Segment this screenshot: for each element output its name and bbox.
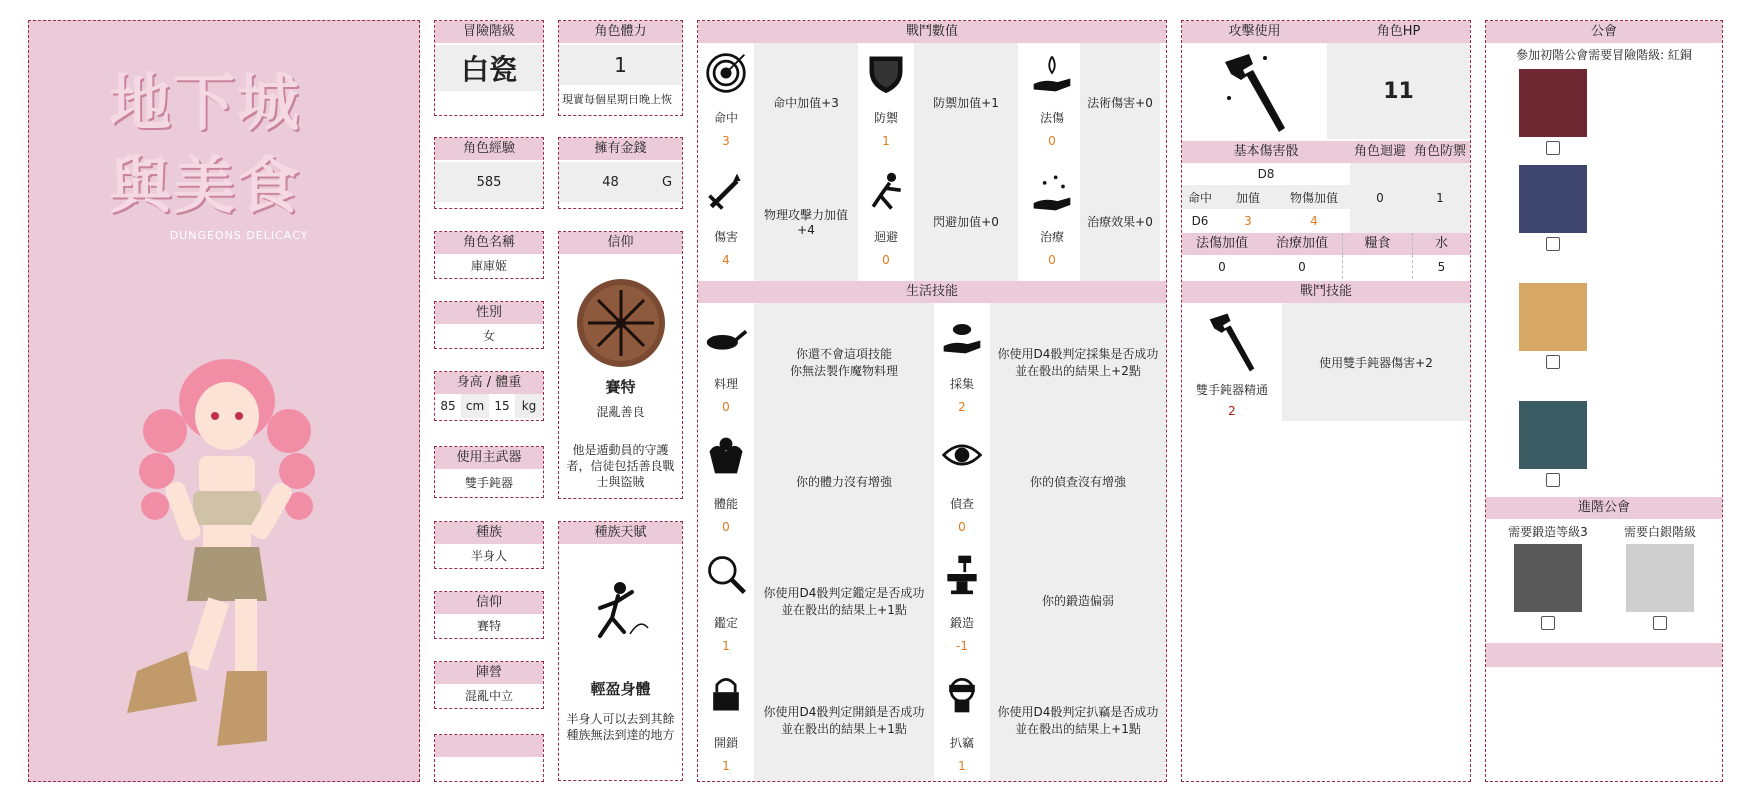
evade-value: 0 xyxy=(1350,163,1410,233)
deity-description: 他是遁動員的守護者，信徒包括善良戰士與盜賊 xyxy=(566,443,675,489)
life-skill-name: 體能 xyxy=(713,496,738,511)
body-label: 身高 / 體重 xyxy=(435,372,543,394)
dodge-icon xyxy=(864,170,908,214)
combat-stat-desc: 命中加值+3 xyxy=(754,43,858,162)
combat-stat-desc: 法術傷害+0 xyxy=(1080,43,1160,162)
sword-icon xyxy=(704,170,748,214)
guild-checkbox-1[interactable] xyxy=(1546,141,1560,155)
life-skill-desc1: 你的體力沒有增強 xyxy=(795,474,892,489)
combat-stat-desc: 治療效果+0 xyxy=(1080,162,1160,281)
guild-emblem-4 xyxy=(1519,401,1587,469)
combat-stat-name: 治療 xyxy=(1039,230,1064,244)
life-skill-value: 0 xyxy=(958,519,966,534)
exp-box xyxy=(434,137,544,209)
empty-header xyxy=(435,735,543,757)
combat-stat-name: 防禦 xyxy=(873,111,898,125)
battle-skill-title: 戰鬥技能 xyxy=(1182,281,1470,303)
combat-stat xyxy=(698,43,858,162)
adv-checkbox-1[interactable] xyxy=(1541,616,1555,630)
guild-note: 參加初階公會需要冒險階級: 紅銅 xyxy=(1516,48,1692,62)
adv-req-2: 需要白銀階級 xyxy=(1623,525,1696,539)
camp-box xyxy=(434,661,544,709)
exp-label: 角色經驗 xyxy=(435,138,543,160)
combat-stat-name: 命中 xyxy=(713,111,738,125)
race-box xyxy=(434,521,544,569)
jump-icon xyxy=(586,578,656,648)
guild-emblem-2 xyxy=(1519,165,1587,233)
deity-alignment: 混亂善良 xyxy=(596,405,645,419)
deity-emblem-icon xyxy=(576,278,666,368)
life-skill xyxy=(934,662,1166,782)
adv-guild-title: 進階公會 xyxy=(1486,497,1722,519)
guild-footer-bar xyxy=(1486,643,1722,667)
bonus-value: 3 xyxy=(1244,214,1252,228)
attack-panel xyxy=(1181,20,1471,782)
combat-stat-name: 法傷 xyxy=(1039,111,1064,125)
life-skill xyxy=(934,542,1166,662)
combat-stat-desc: 物理攻擊力加值+4 xyxy=(754,162,858,281)
moon-guild-icon xyxy=(1626,544,1694,612)
life-skill-name: 開鎖 xyxy=(713,735,738,750)
life-skill-desc2: 並在骰出的結果上+2點 xyxy=(1015,363,1141,378)
heal-hand-icon xyxy=(1030,170,1074,214)
gold-unit: G xyxy=(662,174,673,190)
heal-bonus-value: 0 xyxy=(1298,260,1306,274)
combat-stat-value: 0 xyxy=(1048,134,1056,148)
guild-emblem-3 xyxy=(1519,283,1587,351)
game-logo xyxy=(109,53,369,242)
food-value[interactable] xyxy=(1342,255,1412,279)
battle-skill-name: 雙手鈍器精通 xyxy=(1195,383,1268,397)
stamina-box xyxy=(558,20,683,116)
name-box xyxy=(434,231,544,279)
def-value: 1 xyxy=(1410,163,1470,233)
magnifier-icon xyxy=(704,552,748,596)
life-skill-desc1: 你使用D4骰判定鑑定是否成功 xyxy=(763,585,925,600)
anvil-icon xyxy=(940,552,984,596)
damage-die2: D6 xyxy=(1191,214,1209,228)
character-illustration xyxy=(77,341,377,761)
empty-box xyxy=(434,734,544,782)
life-skill xyxy=(934,423,1166,543)
muscle-icon xyxy=(704,433,748,477)
guild-title: 公會 xyxy=(1486,21,1722,43)
magic-hand-icon xyxy=(1030,51,1074,95)
life-skill xyxy=(934,303,1166,423)
hit-label: 命中 xyxy=(1187,190,1212,205)
camp-value: 混亂中立 xyxy=(464,688,513,703)
stamina-value: 1 xyxy=(559,45,682,85)
combat-stat-desc: 閃避加值+0 xyxy=(914,162,1018,281)
name-value: 庫庫姬 xyxy=(470,258,507,273)
gold-label: 擁有金錢 xyxy=(559,138,682,160)
battle-skill-value: 2 xyxy=(1228,404,1236,418)
food-label: 糧食 xyxy=(1342,233,1412,255)
hp-value: 11 xyxy=(1327,43,1470,139)
adv-req-1: 需要鍛造等級3 xyxy=(1508,525,1588,539)
life-skill-desc2: 並在骰出的結果上+1點 xyxy=(1015,722,1141,737)
weight-value: 15 xyxy=(494,399,510,413)
battle-hammer-icon xyxy=(1202,309,1262,373)
life-skill-desc2: 你無法製作魔物料理 xyxy=(789,363,898,378)
life-skill-desc1: 你還不會這項技能 xyxy=(795,346,892,361)
faith-small-box xyxy=(434,591,544,639)
life-skill-value: 0 xyxy=(722,400,730,414)
gender-label: 性別 xyxy=(435,302,543,324)
life-skill xyxy=(698,303,934,423)
hp-label: 角色HP xyxy=(1327,21,1470,43)
weapon-box xyxy=(434,446,544,498)
body-box xyxy=(434,371,544,421)
magic-bonus-value: 0 xyxy=(1218,260,1226,274)
shield-icon xyxy=(864,51,908,95)
exp-value: 585 xyxy=(435,162,543,202)
life-skill-value: 1 xyxy=(958,758,966,773)
life-skill xyxy=(698,662,934,782)
combat-stat-value: 0 xyxy=(882,253,890,267)
talent-description: 半身人可以去到其餘種族無法到達的地方 xyxy=(566,712,675,742)
eye-icon xyxy=(940,433,984,477)
life-skill-value: 1 xyxy=(722,639,730,653)
life-skill-desc2: 並在骰出的結果上+1點 xyxy=(781,602,907,617)
life-skill-value: -1 xyxy=(956,639,968,653)
life-skill-value: 1 xyxy=(722,758,730,773)
race-value: 半身人 xyxy=(470,548,507,563)
rank-value: 白瓷 xyxy=(435,45,543,91)
guild-checkbox-2[interactable] xyxy=(1546,237,1560,251)
stamina-note: 現實每個星期日晚上恢 xyxy=(562,93,672,106)
combat-stat-name: 傷害 xyxy=(713,230,738,244)
life-skill-name: 鑑定 xyxy=(713,616,738,630)
lock-icon xyxy=(704,672,748,716)
combat-stat xyxy=(858,162,1018,281)
combat-stat-value: 4 xyxy=(722,253,730,267)
life-skill-desc1: 你使用D4骰判定開鎖是否成功 xyxy=(763,705,925,720)
rank-box xyxy=(434,20,544,116)
life-skill-value: 0 xyxy=(722,519,730,534)
heal-bonus-label: 治療加值 xyxy=(1262,233,1342,255)
deity-name: 賽特 xyxy=(605,378,636,396)
combat-stat xyxy=(1024,43,1160,162)
combat-title: 戰鬥數值 xyxy=(698,21,1166,43)
guild-emblem-1 xyxy=(1519,69,1587,137)
combat-grid xyxy=(698,43,1166,281)
water-label: 水 xyxy=(1412,233,1470,255)
talent-name: 輕盈身體 xyxy=(590,680,651,698)
combat-stat-desc: 防禦加值+1 xyxy=(914,43,1018,162)
life-skill-name: 料理 xyxy=(713,377,738,391)
anvil-guild-icon xyxy=(1514,544,1582,612)
target-icon xyxy=(704,51,748,95)
life-skill-desc1: 你的偵查沒有增強 xyxy=(1029,474,1126,489)
camp-label: 陣營 xyxy=(435,662,543,684)
life-skill-desc1: 你使用D4骰判定採集是否成功 xyxy=(997,346,1159,361)
phys-value: 4 xyxy=(1310,214,1318,228)
life-skill-name: 鍛造 xyxy=(949,616,974,630)
combat-stat-name: 迴避 xyxy=(873,230,898,244)
guild-panel xyxy=(1485,20,1723,782)
life-skill xyxy=(698,542,934,662)
battle-skill-desc: 使用雙手鈍器傷害+2 xyxy=(1282,303,1470,421)
logo-title-line2: 與美食 xyxy=(109,149,302,222)
pan-icon xyxy=(704,313,748,357)
gold-value: 48 xyxy=(602,174,619,190)
logo-subtitle: DUNGEONS DELICACY xyxy=(169,229,309,242)
life-skill-name: 偵查 xyxy=(949,496,974,511)
life-skill-value: 2 xyxy=(958,400,966,414)
attack-label: 攻擊使用 xyxy=(1182,21,1327,43)
life-skill-name: 採集 xyxy=(949,377,974,391)
faith-small-label: 信仰 xyxy=(435,592,543,614)
height-unit: cm xyxy=(461,394,489,418)
gather-icon xyxy=(940,313,984,357)
stamina-label: 角色體力 xyxy=(559,21,682,43)
life-title: 生活技能 xyxy=(698,281,1166,303)
logo-title-line1: 地下城 xyxy=(109,66,302,139)
combat-stat xyxy=(698,162,858,281)
talent-box xyxy=(558,521,683,781)
weapon-value: 雙手鈍器 xyxy=(464,475,513,490)
life-skill xyxy=(698,423,934,543)
life-skill-desc2: 並在骰出的結果上+1點 xyxy=(781,722,907,737)
combat-stat-value: 3 xyxy=(722,134,730,148)
combat-stat xyxy=(1024,162,1160,281)
hammer-icon xyxy=(1215,48,1295,134)
damage-die: D8 xyxy=(1257,167,1275,181)
life-skill-name: 扒竊 xyxy=(949,735,974,750)
race-label: 種族 xyxy=(435,522,543,544)
weapon-label: 使用主武器 xyxy=(435,447,543,469)
life-grid xyxy=(698,303,1166,781)
def-label: 角色防禦 xyxy=(1410,141,1470,163)
portrait-panel xyxy=(28,20,420,782)
weight-unit: kg xyxy=(515,394,543,418)
thief-icon xyxy=(940,672,984,716)
guild-checkbox-4[interactable] xyxy=(1546,473,1560,487)
evade-label: 角色迴避 xyxy=(1350,141,1410,163)
faith-label: 信仰 xyxy=(559,232,682,254)
combat-stat-value: 1 xyxy=(882,134,890,148)
phys-label: 物傷加值 xyxy=(1289,190,1338,205)
damage-label: 基本傷害骰 xyxy=(1182,141,1350,163)
combat-stat-value: 0 xyxy=(1048,253,1056,267)
gold-box xyxy=(558,137,683,209)
height-value: 85 xyxy=(440,399,456,413)
talent-label: 種族天賦 xyxy=(559,522,682,544)
combat-stat xyxy=(858,43,1018,162)
name-label: 角色名稱 xyxy=(435,232,543,254)
adv-checkbox-2[interactable] xyxy=(1653,616,1667,630)
rank-label: 冒險階級 xyxy=(435,21,543,43)
faith-box xyxy=(558,231,683,499)
faith-small-value: 賽特 xyxy=(476,618,501,633)
guild-checkbox-3[interactable] xyxy=(1546,355,1560,369)
water-value[interactable]: 5 xyxy=(1412,255,1470,279)
life-skill-desc1: 你的鍛造偏弱 xyxy=(1041,594,1114,609)
gender-box xyxy=(434,301,544,349)
bonus-label: 加值 xyxy=(1235,190,1260,205)
gender-value: 女 xyxy=(482,328,495,343)
magic-bonus-label: 法傷加值 xyxy=(1182,233,1262,255)
combat-panel xyxy=(697,20,1167,782)
life-skill-desc1: 你使用D4骰判定扒竊是否成功 xyxy=(997,705,1159,720)
